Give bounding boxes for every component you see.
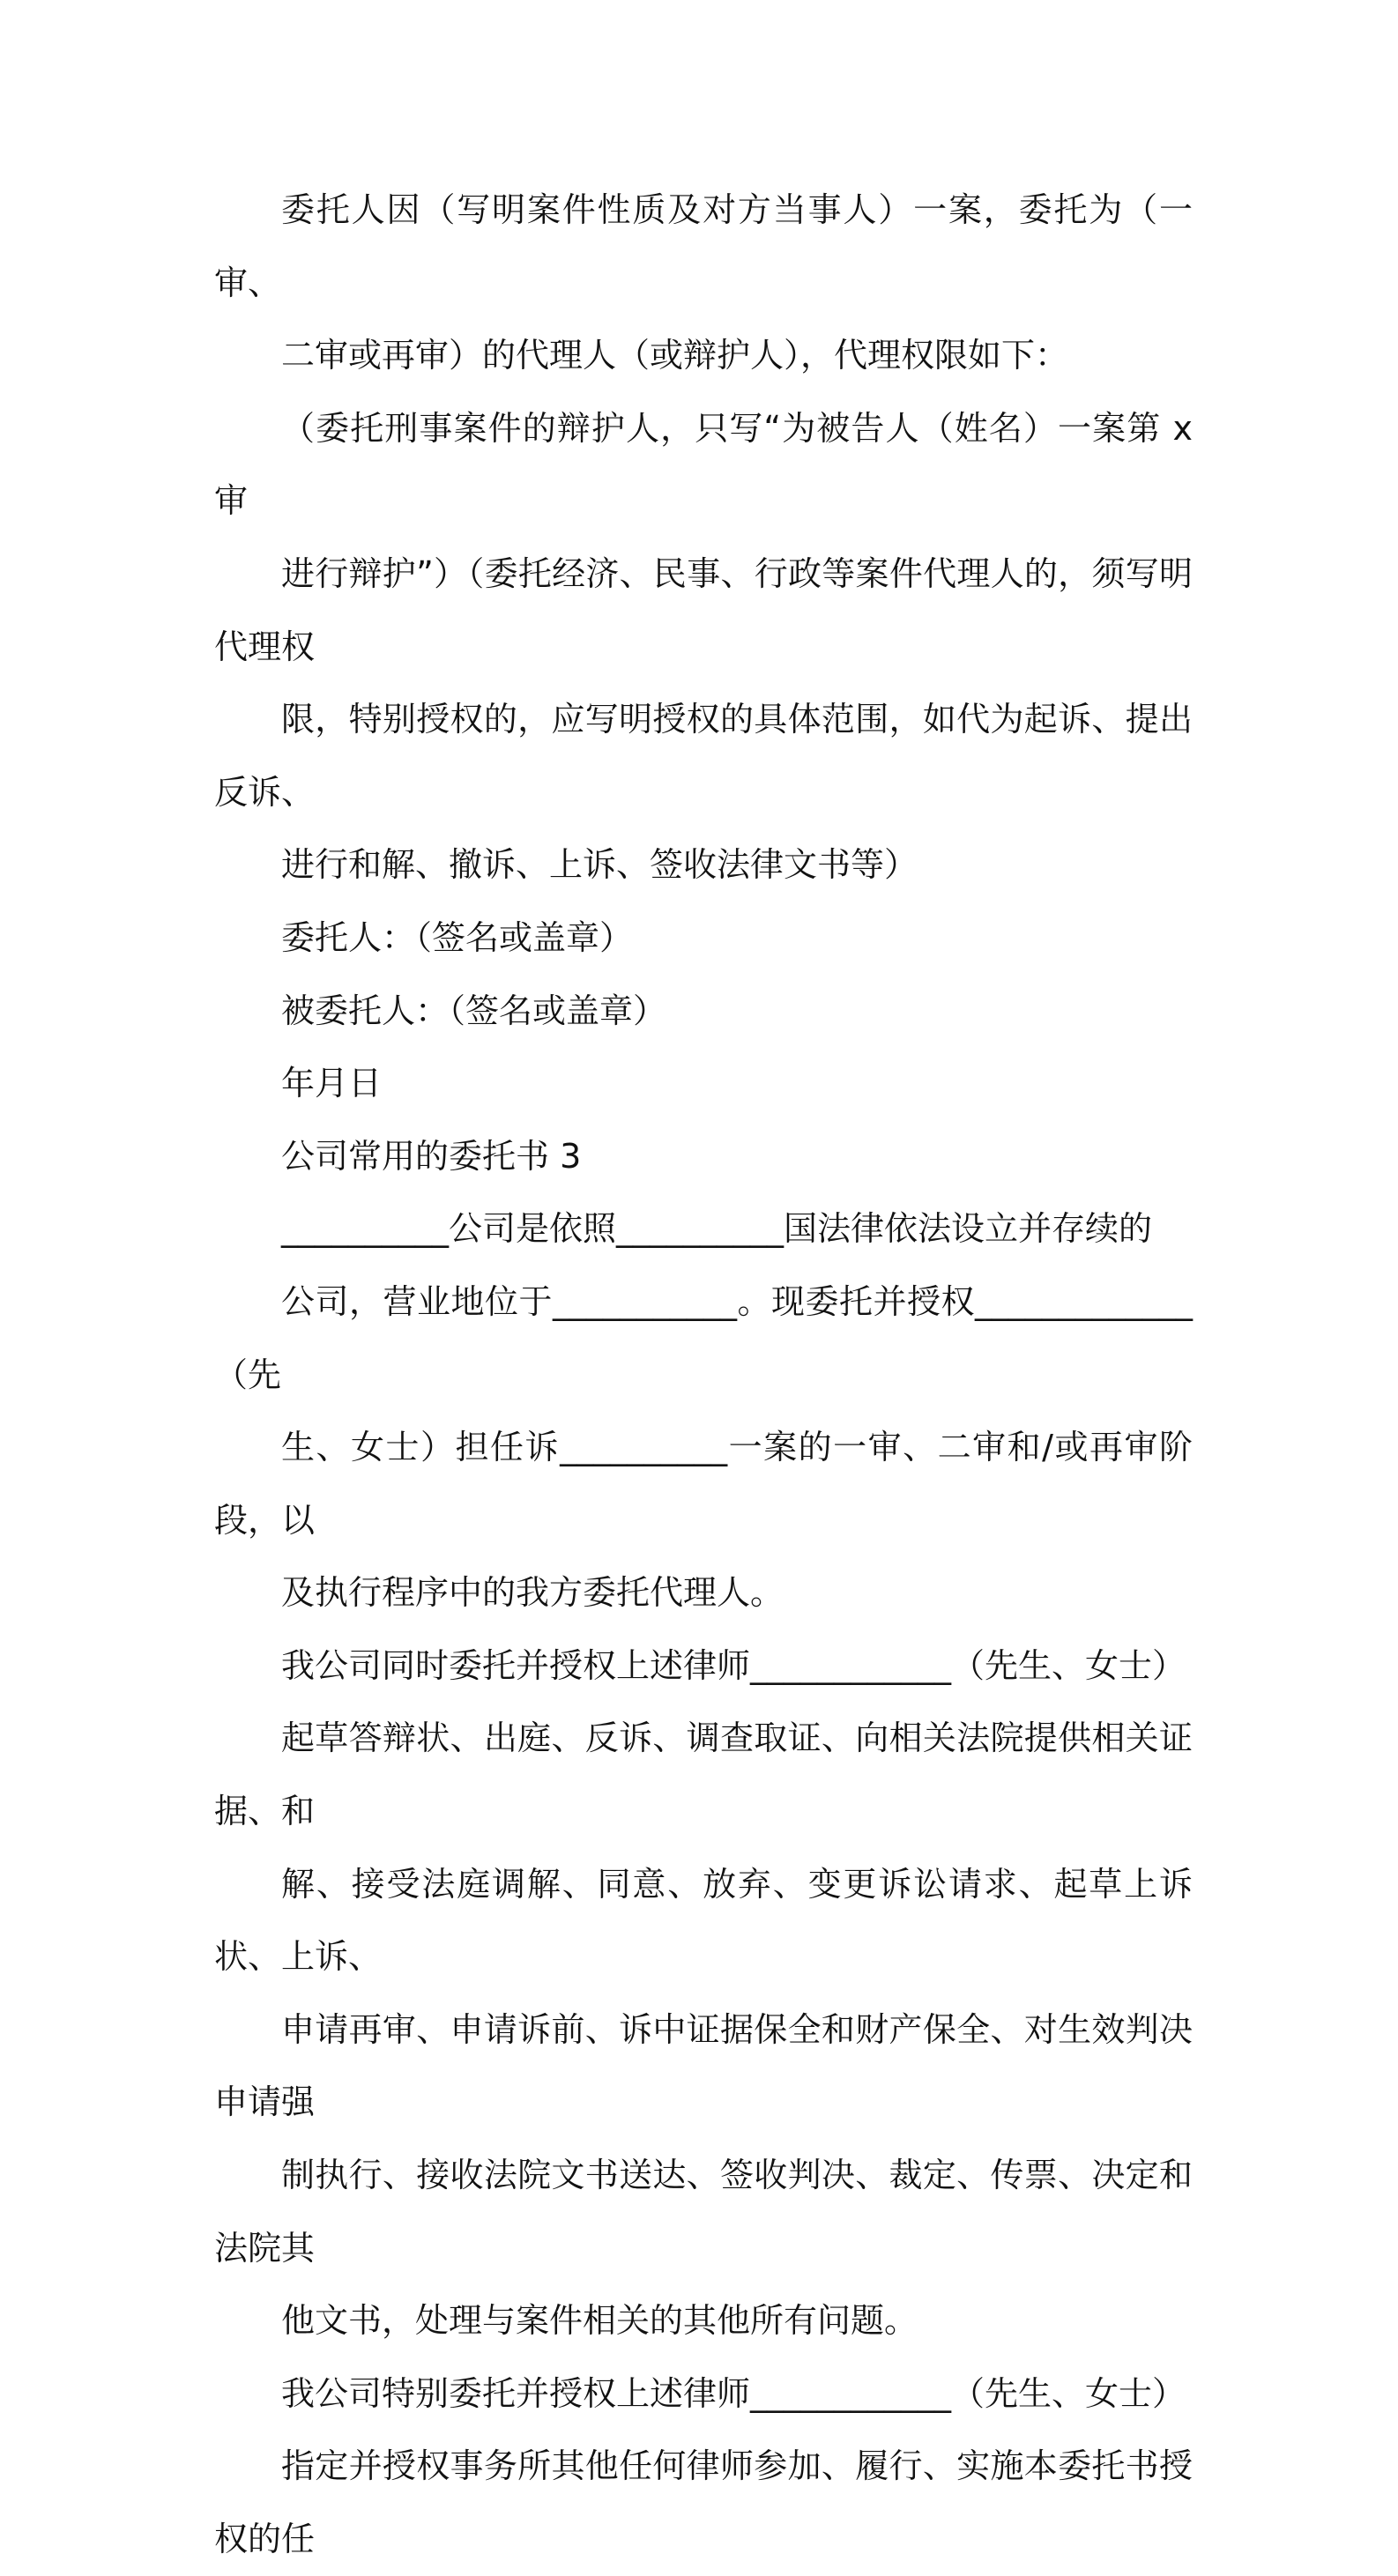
text-line: 二审或再审）的代理人（或辩护人），代理权限如下： [281,336,1069,375]
paragraph-date [214,1047,1193,1120]
text-line: 限，特别授权的，应写明授权的具体范围，如代为起诉、提出反诉、 [214,700,1193,812]
text-line: 委托人因（写明案件性质及对方当事人）一案，委托为（一审、 [214,190,1193,302]
text-line: 指定并授权事务所其他任何律师参加、履行、实施本委托书授权的任 [214,2446,1193,2558]
paragraph-general-authorization [214,1629,1193,2357]
text-line: 制执行、接收法院文书送达、签收判决、裁定、传票、决定和法院其 [214,2156,1193,2268]
text-line: 我公司特别委托并授权上述律师____________（先生、女士） [281,2373,1186,2413]
paragraph-instructions [214,392,1193,902]
text-line: 公司，营业地位于___________。现委托并授权_____________（先 [214,1281,1193,1394]
paragraph-authorization-scope [214,174,1193,392]
text-line: （委托刑事案件的辩护人，只写“为被告人（姓名）一案第 x 审 [214,408,1193,521]
text-line: 我公司同时委托并授权上述律师____________（先生、女士） [281,1645,1186,1685]
document-page [214,174,1193,2576]
text-line: 申请再审、申请诉前、诉中证据保全和财产保全、对生效判决申请强 [214,2009,1193,2122]
text-line: 解、接受法庭调解、同意、放弃、变更诉讼请求、起草上诉状、上诉、 [214,1864,1193,1977]
text-line: 进行和解、撤诉、上诉、签收法律文书等） [281,845,918,885]
paragraph-special-authorization [214,2357,1193,2576]
text-line: 他文书，处理与案件相关的其他所有问题。 [281,2301,918,2341]
text-line: 年月日 [281,1064,383,1103]
text-line: 生、女士）担任诉__________一案的一审、二审和/或再审阶段，以 [214,1428,1193,1540]
text-line: 被委托人：（签名或盖章） [281,991,667,1030]
text-line: 及执行程序中的我方委托代理人。 [281,1573,785,1613]
text-line: 起草答辩状、出庭、反诉、调查取证、向相关法院提供相关证据、和 [214,1719,1193,1831]
paragraph-principal-signature [214,902,1193,975]
paragraph-agent-signature [214,975,1193,1048]
text-line: __________公司是依照__________国法律依法设立并存续的 [281,1209,1153,1249]
text-line: 公司常用的委托书 3 [281,1136,582,1176]
section-heading [214,1120,1193,1193]
paragraph-company-intro [214,1192,1193,1629]
text-line: 进行辩护”）（委托经济、民事、行政等案件代理人的，须写明代理权 [214,553,1193,666]
text-line: 委托人：（签名或盖章） [281,917,634,957]
